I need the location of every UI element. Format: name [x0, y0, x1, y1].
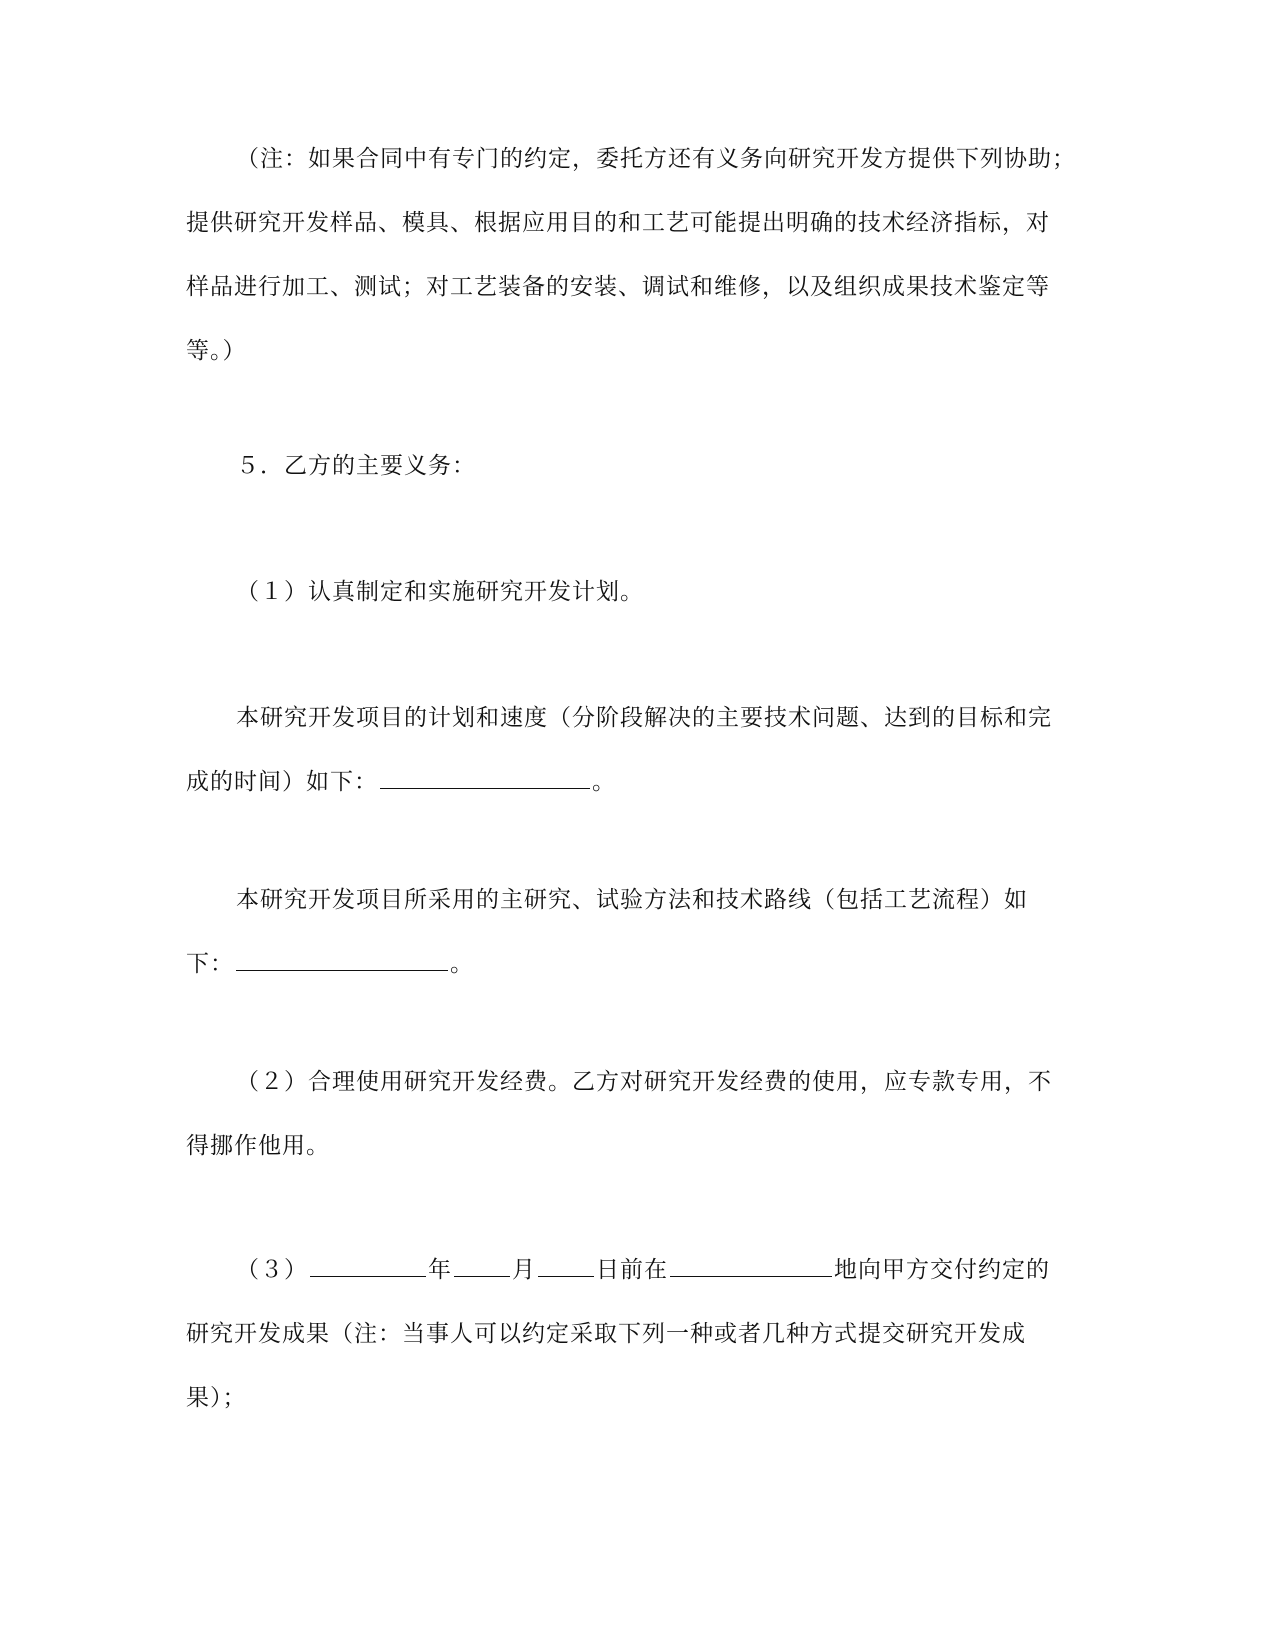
item-2-line-2: 得挪作他用。: [186, 1133, 330, 1159]
method-paragraph: [186, 868, 1086, 996]
item-3-line-3: 果）；: [186, 1385, 247, 1411]
item-1-text: （１）认真制定和实施研究开发计划。: [236, 579, 644, 605]
item-3-line-1: [186, 1238, 1086, 1302]
plan-line-2-text: 成的时间）如下：: [186, 769, 378, 795]
note-line-4: 等。）: [186, 338, 247, 364]
method-line-2-end: 。: [450, 951, 474, 977]
place-suffix: 地向甲方交付约定的: [834, 1257, 1050, 1283]
item-2: [186, 1050, 1086, 1178]
year-blank-field[interactable]: [310, 1254, 426, 1277]
note-line-2: 提供研究开发样品、模具、根据应用目的和工艺可能提出明确的技术经济指标，对: [186, 210, 1050, 236]
method-line-1: 本研究开发项目所采用的主研究、试验方法和技术路线（包括工艺流程）如: [236, 887, 1028, 913]
note-paragraph: [186, 127, 1086, 383]
plan-line-2: [186, 750, 1086, 814]
year-label: 年: [428, 1257, 452, 1283]
item-3-prefix: （３）: [236, 1257, 308, 1283]
plan-line-2-end: 。: [592, 769, 616, 795]
month-blank-field[interactable]: [454, 1254, 510, 1277]
method-line-2-text: 下：: [186, 951, 234, 977]
section-5-heading: [186, 434, 1086, 498]
section-5-heading-text: ５．乙方的主要义务：: [236, 453, 476, 479]
plan-line-1: 本研究开发项目的计划和速度（分阶段解决的主要技术问题、达到的目标和完: [236, 705, 1052, 731]
note-line-1: （注：如果合同中有专门的约定，委托方还有义务向研究开发方提供下列协助；: [236, 146, 1076, 172]
item-1: [186, 560, 1086, 624]
day-label: 日前在: [596, 1257, 668, 1283]
plan-blank-field[interactable]: [380, 766, 590, 789]
plan-paragraph: [186, 686, 1086, 814]
place-blank-field[interactable]: [670, 1254, 832, 1277]
note-line-3: 样品进行加工、测试；对工艺装备的安装、调试和维修，以及组织成果技术鉴定等: [186, 274, 1050, 300]
month-label: 月: [512, 1257, 536, 1283]
item-3-line-2: 研究开发成果（注：当事人可以约定采取下列一种或者几种方式提交研究开发成: [186, 1321, 1026, 1347]
item-2-line-1: （２）合理使用研究开发经费。乙方对研究开发经费的使用，应专款专用，不: [236, 1069, 1052, 1095]
method-blank-field[interactable]: [236, 948, 448, 971]
day-blank-field[interactable]: [538, 1254, 594, 1277]
item-3: [186, 1238, 1086, 1430]
method-line-2: [186, 932, 1086, 996]
